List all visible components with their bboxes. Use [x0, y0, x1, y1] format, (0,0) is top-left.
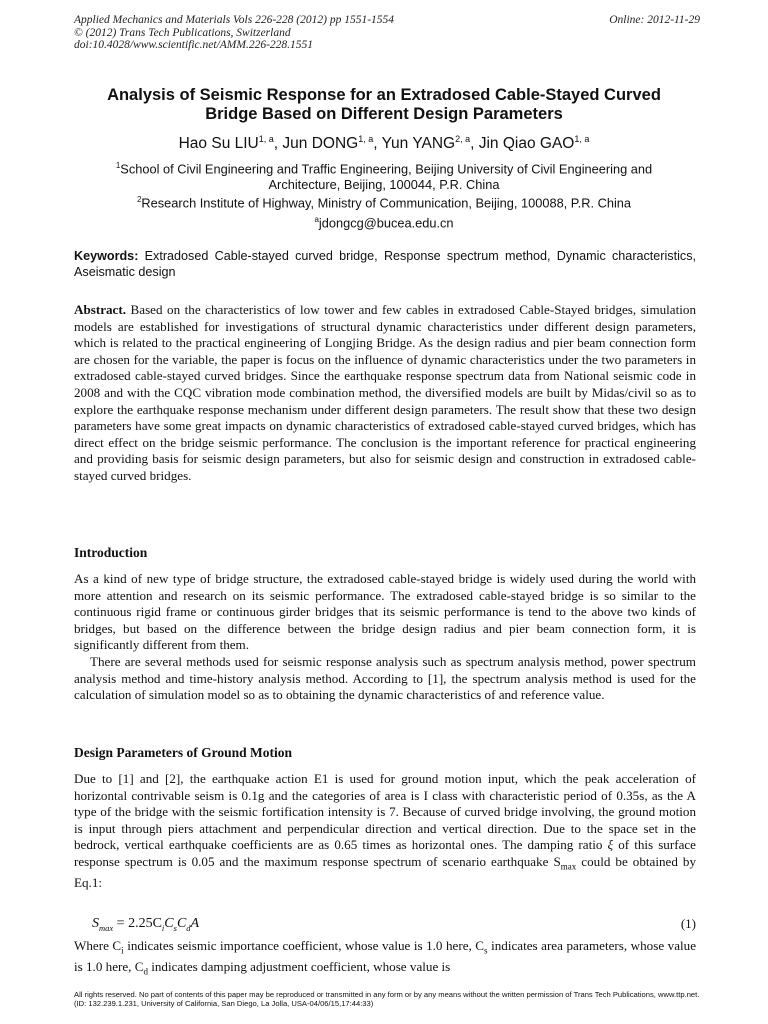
title-line-1: Analysis of Seismic Response for an Extradosed Cable-Stayed Curved — [107, 86, 661, 104]
equation-formula: $S_{max} = 2.25C_iC_sC_dA$ — [92, 916, 200, 933]
equation-1 — [92, 916, 696, 934]
copyright-line: © (2012) Trans Tech Publications, Switzerland — [74, 26, 291, 39]
author-3: Yun YANG$^{2, a}$ — [381, 134, 471, 153]
title-line-2: Bridge Based on Different Design Parameters — [205, 105, 563, 123]
paper-title — [60, 86, 708, 124]
equation-explanation: Where $C_i$ indicates seismic importance coefficient, whose value is 1.0 here, $C_s$ indicates area parameters, whose value is 1.0 here, $C_d$ indicates damping adjustment coefficient, whose value is — [74, 938, 697, 977]
affiliation-1-cont: Architecture, Beijing, 100044, P.R. China — [268, 176, 500, 192]
affiliation-1: $^1$School of Civil Engineering and Traffic Engineering, Beijing University of Civil Engineering and — [115, 161, 653, 177]
xi-symbol: ξ — [607, 837, 614, 853]
contact-email[interactable]: $^a$jdongcg@bucea.edu.cn — [314, 215, 454, 231]
equation-number: (1) — [680, 916, 696, 931]
doi-link[interactable]: doi:10.4028/www.scientific.net/AMM.226-228.1551 — [74, 39, 314, 51]
author-list: Hao Su LIU$^{1, a}$, Jun DONG$^{1, a}$, Yun YANG$^{2, a}$, Jin Qiao GAO$^{1, a}$ — [178, 134, 590, 153]
author-2: Jun DONG$^{1, a}$ — [282, 134, 374, 153]
journal-citation: Applied Mechanics and Materials Vols 226-228 (2012) pp 1551-1554 — [74, 14, 395, 26]
introduction-body — [74, 571, 696, 704]
copyright-footer: All rights reserved. No part of contents of this paper may be reproduced or transmitted in any form or by any means without the written permission of Trans Tech Publications, www.ttp.net. (ID: 132.239.1.231, University of California, San Diego, La Jolla, USA-04/06/15,17:44:33) — [74, 990, 700, 1008]
design-parameters-body: Due to [1] and [2], the earthquake action E1 is used for ground motion input, which the peak acceleration of horizontal contrivable seism is 0.1g and the categories of area is I class with characteristic period of 0.35s, as the A type of the bridge with the seismic fortification intensity is 7. Because of curved bridge involving, the ground motion is input through piers attachment and perpendicular direction and vertical direction. Due to the space set in the bedrock, vertical earthquake coefficients are as 0.65 times as horizontal ones. The damping ratio ξ of this surface response spectrum is 0.05 and the maximum response spectrum of scenario earthquake $S_{max}$ could be obtained by Eq.1: — [74, 771, 696, 891]
paragraph: As a kind of new type of bridge structure, the extradosed cable-stayed bridge is widely used during the world with more attention and research on its seismic performance. The extradosed cable-stayed bridge is so similar to the continuous rigid frame or continuous girder bridges that its seismic performance is tend to the above two kinds of bridges, but based on the difference between the bridge design radius and pier beam connection form, it is significantly different from them. — [74, 571, 696, 653]
abstract — [74, 302, 696, 485]
keywords-label: Keywords: — [74, 249, 139, 263]
affiliation-2: $^2$Research Institute of Highway, Ministry of Communication, Beijing, 100088, P.R. China — [136, 195, 632, 211]
abstract-label: Abstract. — [74, 302, 126, 317]
keywords-text: Extradosed Cable-stayed curved bridge, Response spectrum method, Dynamic characteristics, Aseismatic design — [74, 249, 696, 279]
journal-header — [74, 14, 700, 52]
keywords — [74, 249, 696, 280]
section-heading-introduction: Introduction — [74, 545, 148, 560]
author-4: Jin Qiao GAO$^{1, a}$ — [478, 134, 590, 153]
section-heading-design-parameters: Design Parameters of Ground Motion — [74, 745, 292, 760]
abstract-text: Based on the characteristics of low tower and few cables in extradosed Cable-Stayed bridges, simulation models are established for investigations of structural dynamic characteristics under different design parameters, which is related to the practical engineering of Longjing Bridge. As the design radius and pier beam connection form are chosen for the variable, the paper is focus on the influence of dynamic characteristics under the two parameters in extradosed cable-stayed curved bridges. Since the earthquake response spectrum data from National seismic code in 2008 and with the CQC vibration mode combination method, the diversified models are built by Midas/civil so as to explore the earthquake response mechanism under different design parameters. The result show that these two design parameters have some great impacts on dynamic characteristics of extradosed cable-stayed curved bridges, which has direct effect on the bridge seismic performance. The conclusion is the important reference for practical engineering and providing basis for seismic design parameters, but also for seismic design and construction in extradosed cable-stayed curved bridges. — [74, 302, 696, 483]
online-date: Online: 2012-11-29 — [609, 14, 700, 26]
author-1: Hao Su LIU$^{1, a}$ — [178, 134, 274, 153]
paragraph: There are several methods used for seismic response analysis such as spectrum analysis method, power spectrum analysis method and time-history analysis method. According to [1], the spectrum analysis method is used for the calculation of simulation model so as to obtaining the dynamic characteristics of and reference value. — [74, 653, 696, 703]
affiliations — [60, 158, 708, 211]
